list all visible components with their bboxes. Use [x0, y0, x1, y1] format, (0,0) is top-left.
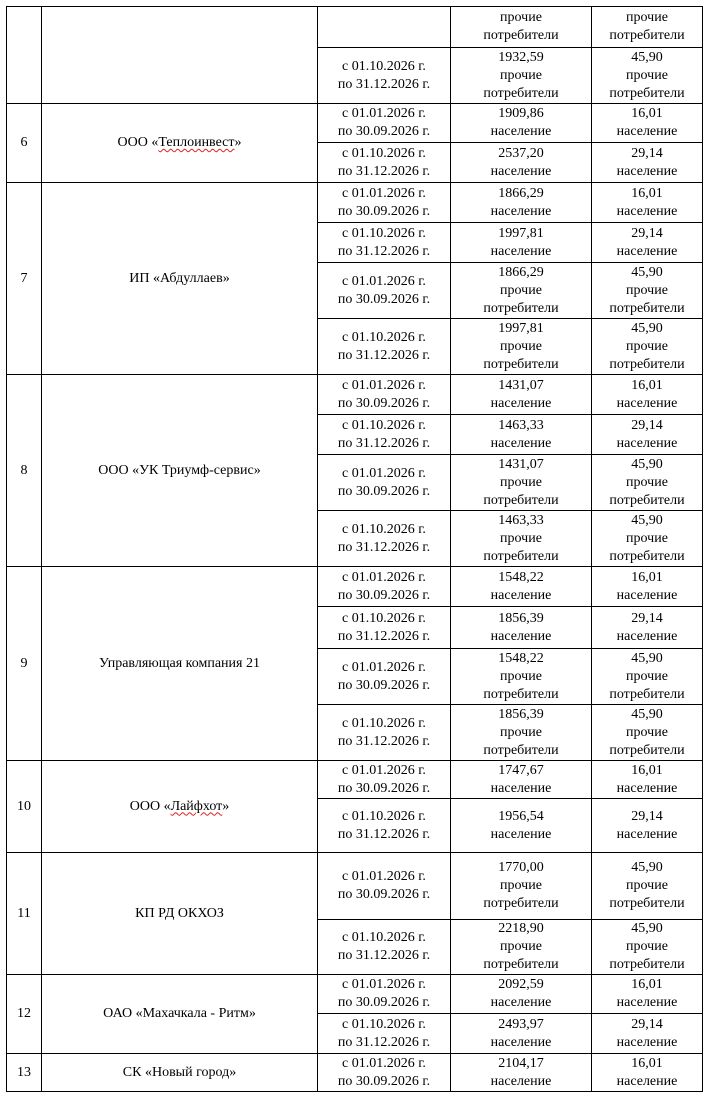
cell-line: с 01.01.2026 г.	[342, 569, 426, 585]
cell-line: 16,01	[631, 977, 663, 992]
cell-line: 16,01	[631, 1055, 663, 1071]
period-cell	[318, 183, 451, 223]
row-number-cell: 13	[7, 1054, 42, 1092]
tariff-value-cell	[451, 705, 592, 761]
organization-cell: ООО «УК Триумф-сервис»	[42, 375, 318, 567]
row-number-cell: 6	[7, 104, 42, 183]
cell-line: с 01.01.2026 г.	[342, 377, 426, 393]
organization-cell: ОАО «Махачкала - Ритм»	[42, 975, 318, 1054]
cell-line: 1747,67	[498, 762, 544, 778]
cell-line: потребители	[609, 548, 685, 564]
cell-line: население	[616, 124, 678, 139]
tariff-value-cell	[451, 567, 592, 607]
table-row	[7, 975, 703, 1014]
organization-cell: ИП «Абдуллаев»	[42, 183, 318, 375]
tariff-component-cell	[592, 975, 703, 1014]
row-number-cell: 10	[7, 761, 42, 853]
row-number-cell: 9	[7, 567, 42, 761]
cell-line: по 31.12.2026 г.	[337, 826, 431, 842]
cell-line: по 30.09.2026 г.	[337, 1073, 431, 1089]
cell-line: по 31.12.2026 г.	[337, 347, 431, 363]
cell-line: по 31.12.2026 г.	[337, 539, 431, 555]
period-cell	[318, 263, 451, 319]
tariff-component-cell	[592, 375, 703, 415]
cell-line: потребители	[483, 686, 559, 702]
cell-line: 1909,86	[498, 106, 544, 121]
cell-line: потребители	[609, 492, 685, 508]
tariff-component-cell	[592, 920, 703, 975]
cell-line: население	[490, 163, 552, 179]
period-cell	[318, 975, 451, 1014]
cell-line: потребители	[609, 686, 685, 702]
cell-line: прочие	[626, 724, 668, 740]
organization-cell	[42, 761, 318, 853]
cell-line: потребители	[609, 896, 685, 911]
cell-line: с 01.01.2026 г.	[342, 1055, 426, 1071]
tariff-value-cell	[451, 920, 592, 975]
cell-line: население	[490, 780, 552, 796]
tariff-component-cell	[592, 607, 703, 649]
cell-line: 2218,90	[498, 921, 544, 936]
table-row	[7, 761, 703, 799]
cell-line: население	[616, 395, 678, 411]
cell-line: с 01.01.2026 г.	[342, 106, 426, 121]
organization-name: Теплоинвест	[158, 135, 235, 150]
cell-line: 1548,22	[498, 569, 544, 585]
cell-line: по 30.09.2026 г.	[337, 587, 431, 603]
period-cell	[318, 375, 451, 415]
tariff-value-cell	[451, 375, 592, 415]
organization-cell: СК «Новый город»	[42, 1054, 318, 1092]
tariff-value-cell	[451, 761, 592, 799]
tariff-component-cell	[592, 799, 703, 853]
tariff-component-cell	[592, 415, 703, 455]
organization-cell: КП РД ОКХОЗ	[42, 853, 318, 975]
cell-line: 1866,29	[498, 185, 544, 201]
cell-line: с 01.01.2026 г.	[342, 762, 426, 778]
cell-line: 1770,00	[498, 860, 544, 875]
table-row	[7, 1054, 703, 1092]
cell-line: по 31.12.2026 г.	[337, 628, 431, 644]
cell-line: прочие	[626, 530, 668, 546]
cell-line: 29,14	[631, 225, 663, 241]
tariff-value-cell	[451, 7, 592, 48]
cell-line: 16,01	[631, 762, 663, 778]
cell-line: прочие	[626, 878, 668, 893]
cell-line: 2493,97	[498, 1016, 544, 1032]
cell-line: 29,14	[631, 1016, 663, 1032]
cell-line: 1463,33	[498, 512, 544, 528]
tariff-component-cell	[592, 223, 703, 263]
tariff-component-cell	[592, 649, 703, 705]
cell-line: по 31.12.2026 г.	[337, 243, 431, 259]
cell-line: 2092,59	[498, 977, 544, 992]
period-cell	[318, 649, 451, 705]
cell-line: по 30.09.2026 г.	[337, 995, 431, 1010]
period-cell	[318, 567, 451, 607]
tariff-value-cell	[451, 853, 592, 920]
cell-line: 1431,07	[498, 456, 544, 472]
cell-line: население	[490, 124, 552, 139]
cell-line: прочие	[500, 474, 542, 490]
cell-line: с 01.01.2026 г.	[342, 869, 426, 884]
cell-line: население	[490, 628, 552, 644]
cell-line: население	[616, 628, 678, 644]
cell-line: прочие	[500, 724, 542, 740]
tariff-component-cell	[592, 7, 703, 48]
cell-line: прочие	[500, 878, 542, 893]
organization-name: Лайфхот	[170, 798, 223, 814]
cell-line: потребители	[483, 957, 559, 972]
period-cell	[318, 455, 451, 511]
tariff-value-cell	[451, 799, 592, 853]
cell-line: с 01.10.2026 г.	[342, 930, 426, 945]
cell-line: с 01.10.2026 г.	[342, 225, 426, 241]
cell-line: 45,90	[631, 320, 663, 336]
tariff-table-body	[7, 7, 703, 1092]
period-cell	[318, 761, 451, 799]
cell-line: с 01.01.2026 г.	[342, 977, 426, 992]
cell-line: потребители	[483, 85, 559, 101]
cell-line: 29,14	[631, 808, 663, 824]
cell-line: потребители	[483, 300, 559, 316]
cell-line: потребители	[609, 28, 685, 43]
cell-line: 16,01	[631, 185, 663, 201]
cell-line: 45,90	[631, 650, 663, 666]
tariff-value-cell	[451, 415, 592, 455]
cell-line: население	[616, 1034, 678, 1050]
table-row	[7, 104, 703, 143]
cell-line: 1463,33	[498, 417, 544, 433]
tariff-component-cell	[592, 1014, 703, 1054]
cell-line: прочие	[500, 530, 542, 546]
cell-line: по 31.12.2026 г.	[337, 435, 431, 451]
cell-line: население	[616, 435, 678, 451]
cell-line: 1997,81	[498, 225, 544, 241]
cell-line: 45,90	[631, 706, 663, 722]
cell-line: с 01.01.2026 г.	[342, 185, 426, 201]
tariff-value-cell	[451, 263, 592, 319]
period-cell	[318, 705, 451, 761]
cell-line: прочие	[500, 282, 542, 298]
cell-line: 1866,29	[498, 264, 544, 280]
tariff-value-cell	[451, 319, 592, 375]
cell-line: прочие	[626, 668, 668, 684]
cell-line: с 01.10.2026 г.	[342, 417, 426, 433]
cell-line: потребители	[483, 742, 559, 758]
cell-line: 2537,20	[498, 145, 544, 161]
cell-line: население	[616, 826, 678, 842]
tariff-value-cell	[451, 183, 592, 223]
organization-pre: ООО «	[129, 798, 171, 814]
organization-cell	[42, 7, 318, 104]
tariff-value-cell	[451, 223, 592, 263]
period-cell	[318, 799, 451, 853]
table-row	[7, 183, 703, 223]
cell-line: прочие	[626, 282, 668, 298]
cell-line: население	[490, 435, 552, 451]
cell-line: 1997,81	[498, 320, 544, 336]
cell-line: по 30.09.2026 г.	[337, 291, 431, 307]
organization-cell	[42, 104, 318, 183]
tariff-component-cell	[592, 761, 703, 799]
cell-line: по 31.12.2026 г.	[337, 76, 431, 92]
period-cell	[318, 143, 451, 183]
cell-line: население	[490, 826, 552, 842]
cell-line: с 01.10.2026 г.	[342, 145, 426, 161]
cell-line: прочие	[500, 338, 542, 354]
cell-line: по 31.12.2026 г.	[337, 948, 431, 963]
row-number-cell: 11	[7, 853, 42, 975]
cell-line: с 01.10.2026 г.	[342, 1016, 426, 1032]
tariff-component-cell	[592, 567, 703, 607]
tariff-value-cell	[451, 649, 592, 705]
cell-line: потребители	[609, 356, 685, 372]
cell-line: прочие	[500, 939, 542, 954]
organization-post: »	[222, 798, 230, 814]
cell-line: 45,90	[631, 860, 663, 875]
cell-line: 45,90	[631, 456, 663, 472]
cell-line: потребители	[609, 300, 685, 316]
tariff-value-cell	[451, 48, 592, 104]
cell-line: население	[490, 1034, 552, 1050]
cell-line: по 30.09.2026 г.	[337, 483, 431, 499]
organization-cell: Управляющая компания 21	[42, 567, 318, 761]
cell-line: 45,90	[631, 264, 663, 280]
cell-line: население	[616, 995, 678, 1010]
cell-line: 1856,39	[498, 706, 544, 722]
tariff-value-cell	[451, 1054, 592, 1092]
tariff-component-cell	[592, 48, 703, 104]
tariff-component-cell	[592, 263, 703, 319]
cell-line: прочие	[626, 338, 668, 354]
cell-line: по 30.09.2026 г.	[337, 395, 431, 411]
cell-line: население	[490, 587, 552, 603]
tariff-value-cell	[451, 607, 592, 649]
cell-line: с 01.10.2026 г.	[342, 58, 426, 74]
cell-line: прочие	[626, 67, 668, 83]
cell-line: 1856,39	[498, 610, 544, 626]
cell-line: население	[490, 203, 552, 219]
period-cell	[318, 104, 451, 143]
period-cell	[318, 223, 451, 263]
cell-line: 1431,07	[498, 377, 544, 393]
cell-line: прочие	[500, 67, 542, 83]
cell-line: население	[616, 780, 678, 796]
cell-line: прочие	[500, 10, 542, 25]
cell-line: 1932,59	[498, 49, 544, 65]
cell-line: по 30.09.2026 г.	[337, 203, 431, 219]
cell-line: потребители	[483, 492, 559, 508]
tariff-value-cell	[451, 1014, 592, 1054]
cell-line: население	[616, 587, 678, 603]
period-cell	[318, 1014, 451, 1054]
cell-line: население	[490, 1073, 552, 1089]
cell-line: с 01.10.2026 г.	[342, 329, 426, 345]
cell-line: 29,14	[631, 145, 663, 161]
cell-line: с 01.01.2026 г.	[342, 659, 426, 675]
row-number-cell: 8	[7, 375, 42, 567]
tariff-component-cell	[592, 511, 703, 567]
tariff-value-cell	[451, 104, 592, 143]
cell-line: прочие	[626, 939, 668, 954]
row-number-cell	[7, 7, 42, 104]
period-cell	[318, 1054, 451, 1092]
tariff-component-cell	[592, 1054, 703, 1092]
cell-line: 2104,17	[498, 1055, 544, 1071]
cell-line: 1956,54	[498, 808, 544, 824]
period-cell	[318, 607, 451, 649]
cell-line: по 31.12.2026 г.	[337, 163, 431, 179]
cell-line: население	[616, 203, 678, 219]
cell-line: население	[616, 1073, 678, 1089]
tariff-component-cell	[592, 853, 703, 920]
cell-line: потребители	[609, 957, 685, 972]
tariff-value-cell	[451, 511, 592, 567]
row-number-cell: 7	[7, 183, 42, 375]
period-cell	[318, 511, 451, 567]
tariff-value-cell	[451, 975, 592, 1014]
tariff-value-cell	[451, 455, 592, 511]
tariff-component-cell	[592, 183, 703, 223]
cell-line: население	[490, 243, 552, 259]
cell-line: с 01.10.2026 г.	[342, 610, 426, 626]
cell-line: население	[616, 243, 678, 259]
row-number-cell: 12	[7, 975, 42, 1054]
tariff-component-cell	[592, 104, 703, 143]
cell-line: с 01.10.2026 г.	[342, 521, 426, 537]
cell-line: с 01.01.2026 г.	[342, 465, 426, 481]
cell-line: потребители	[483, 28, 559, 43]
cell-line: население	[490, 995, 552, 1010]
tariff-component-cell	[592, 319, 703, 375]
tariff-component-cell	[592, 143, 703, 183]
organization-pre: ООО «	[117, 135, 159, 150]
cell-line: население	[616, 163, 678, 179]
cell-line: 16,01	[631, 569, 663, 585]
cell-line: 16,01	[631, 377, 663, 393]
period-cell	[318, 319, 451, 375]
period-cell	[318, 7, 451, 48]
cell-line: прочие	[626, 10, 668, 25]
organization-post: »	[234, 135, 242, 150]
cell-line: 1548,22	[498, 650, 544, 666]
cell-line: прочие	[500, 668, 542, 684]
cell-line: 45,90	[631, 512, 663, 528]
cell-line: 45,90	[631, 921, 663, 936]
cell-line: с 01.10.2026 г.	[342, 808, 426, 824]
cell-line: по 31.12.2026 г.	[337, 1034, 431, 1050]
cell-line: по 30.09.2026 г.	[337, 780, 431, 796]
cell-line: 45,90	[631, 49, 663, 65]
cell-line: по 30.09.2026 г.	[337, 124, 431, 139]
period-cell	[318, 415, 451, 455]
table-row	[7, 567, 703, 607]
period-cell	[318, 853, 451, 920]
cell-line: по 30.09.2026 г.	[337, 887, 431, 902]
cell-line: 16,01	[631, 106, 663, 121]
period-cell	[318, 920, 451, 975]
tariff-component-cell	[592, 705, 703, 761]
tariff-component-cell	[592, 455, 703, 511]
period-cell	[318, 48, 451, 104]
tariff-table	[6, 6, 703, 1092]
table-row	[7, 375, 703, 415]
cell-line: потребители	[483, 896, 559, 911]
table-row	[7, 7, 703, 48]
table-row	[7, 853, 703, 920]
cell-line: по 30.09.2026 г.	[337, 677, 431, 693]
cell-line: прочие	[626, 474, 668, 490]
cell-line: население	[490, 395, 552, 411]
cell-line: потребители	[483, 356, 559, 372]
cell-line: потребители	[609, 85, 685, 101]
tariff-value-cell	[451, 143, 592, 183]
cell-line: с 01.10.2026 г.	[342, 715, 426, 731]
cell-line: потребители	[609, 742, 685, 758]
cell-line: 29,14	[631, 610, 663, 626]
cell-line: 29,14	[631, 417, 663, 433]
cell-line: с 01.01.2026 г.	[342, 273, 426, 289]
cell-line: потребители	[483, 548, 559, 564]
cell-line: по 31.12.2026 г.	[337, 733, 431, 749]
